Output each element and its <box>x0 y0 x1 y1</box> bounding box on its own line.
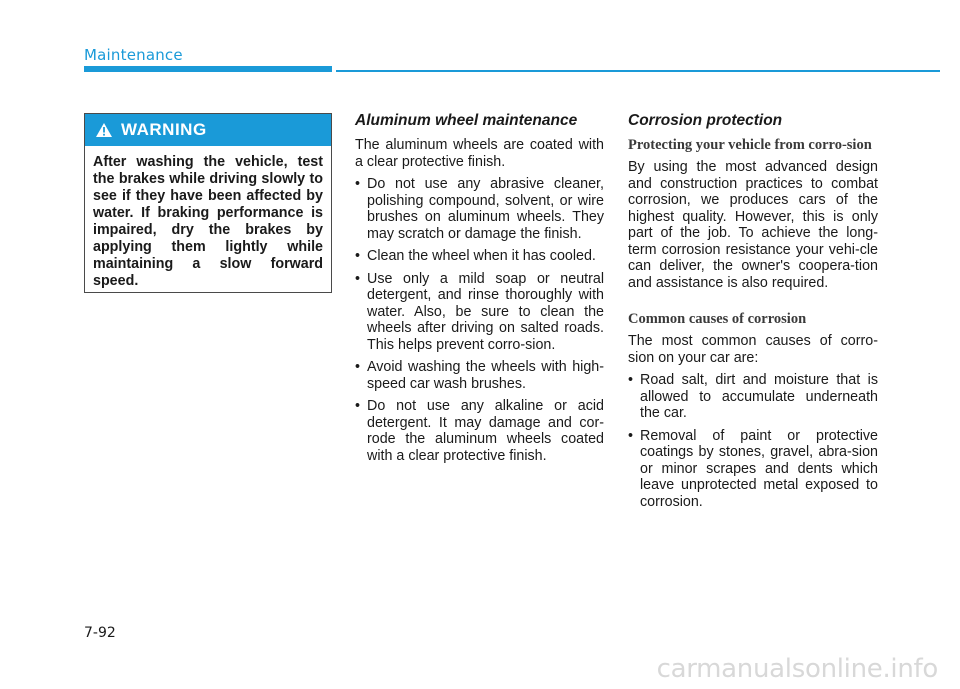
causes-bullet-list <box>628 372 878 510</box>
list-item: • Road salt, dirt and moisture that is allowed to accumulate underneath the car. <box>628 372 878 421</box>
list-item: • Avoid washing the wheels with high-speed car wash brushes. <box>355 359 604 392</box>
list-item: • Removal of paint or protective coatings by stones, gravel, abra-sion or minor scrapes and dents which leave unprotected metal exposed to corrosion. <box>628 427 878 510</box>
warning-header <box>85 114 331 146</box>
warning-label: WARNING <box>121 120 207 139</box>
list-item: • Do not use any abrasive cleaner, polishing compound, solvent, or wire brushes on aluminum wheels. They may scratch or damage the finish. <box>355 176 604 242</box>
section-title: Maintenance <box>84 46 183 64</box>
warning-box <box>84 113 332 293</box>
aluminum-wheel-title: Aluminum wheel maintenance <box>355 112 578 129</box>
aluminum-wheel-section <box>355 112 604 470</box>
list-item: • Clean the wheel when it has cooled. <box>355 248 596 264</box>
header-rule-thick <box>84 66 332 72</box>
list-item: • Do not use any alkaline or acid detergent. It may damage and cor-rode the aluminum wheels coated with a clear protective finish. <box>355 398 604 464</box>
aluminum-bullet-list <box>355 176 604 464</box>
warning-triangle-icon <box>95 122 113 138</box>
causes-heading: Common causes of corrosion <box>628 311 807 327</box>
list-item: • Use only a mild soap or neutral detergent, and rinse thoroughly with water. Also, be sure to clean the wheels after driving on salted roads. This helps prevent corro-sion. <box>355 270 604 353</box>
watermark: carmanualsonline.info <box>656 654 938 684</box>
header-rule-thin <box>336 70 940 72</box>
page-number: 7-92 <box>84 625 116 641</box>
protect-heading: Protecting your vehicle from corro-sion <box>628 137 872 153</box>
warning-text: After washing the vehicle, test the brakes while driving slowly to see if they have been affected by water. If braking performance is impaired, dry the brakes by applying them lightly while maintaining a slow forward speed. <box>93 154 323 289</box>
causes-intro: The most common causes of corro-sion on your car are: <box>628 333 878 366</box>
corrosion-title: Corrosion protection <box>628 112 783 129</box>
protect-text: By using the most advanced design and construction practices to combat corrosion, we produces cars of the highest quality. However, this is only part of the job. To achieve the long-term corrosion resistance your vehi-cle can deliver, the owner's coopera-tion and assistance is also required. <box>628 159 878 291</box>
corrosion-section <box>628 112 878 516</box>
aluminum-intro: The aluminum wheels are coated with a clear protective finish. <box>355 137 604 170</box>
